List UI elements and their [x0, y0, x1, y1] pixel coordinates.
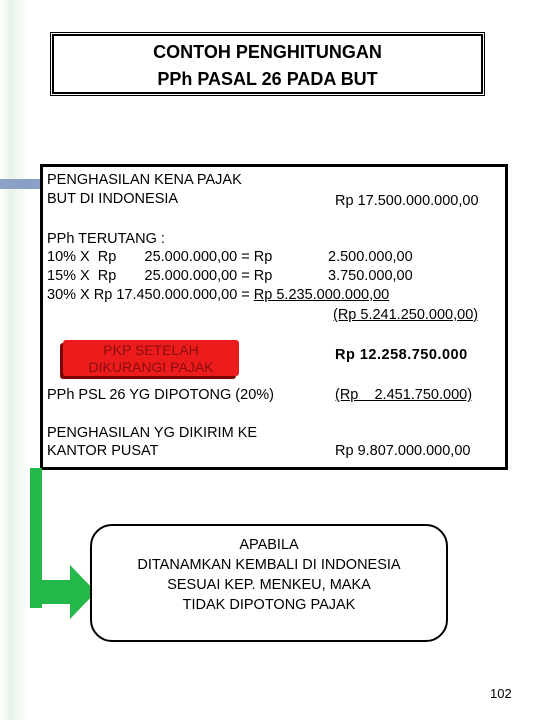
sent-label-2: KANTOR PUSAT [47, 443, 159, 459]
total-pph-value: (Rp 5.241.250.000,00) [333, 307, 479, 323]
note-line-2: DITANAMKAN KEMBALI DI INDONESIA [137, 557, 401, 573]
sent-value: Rp 9.807.000.000,00 [335, 443, 471, 459]
left-decorative-strip [0, 0, 30, 720]
pph-row-3-underlined: Rp 5.235.000.000,00 [253, 287, 390, 303]
title-box [52, 34, 483, 94]
pkp-after-tax-label: PKP SETELAH DIKURANGI PAJAK [88, 342, 214, 375]
pph-row-2-right: 3.750.000,00 [328, 268, 413, 284]
income-label-2: BUT DI INDONESIA [47, 191, 179, 207]
title-line-2: PPh PASAL 26 PADA BUT [157, 69, 378, 89]
income-value: Rp 17.500.000.000,00 [335, 193, 479, 209]
pph-row-1-right: 2.500.000,00 [328, 249, 413, 265]
pkp-after-tax-box [63, 340, 239, 376]
income-label-1: PENGHASILAN KENA PAJAK [47, 172, 242, 188]
connector-bar [0, 179, 42, 189]
title-line-1: CONTOH PENGHITUNGAN [153, 42, 382, 62]
note-line-4: TIDAK DIPOTONG PAJAK [182, 597, 356, 613]
page-number: 102 [490, 686, 512, 701]
note-line-1: APABILA [239, 537, 299, 553]
pph-heading: PPh TERUTANG : [47, 231, 165, 247]
pkp-value: Rp 12.258.750.000 [335, 347, 468, 363]
sent-label-1: PENGHASILAN YG DIKIRIM KE [47, 425, 258, 441]
note-line-3: SESUAI KEP. MENKEU, MAKA [167, 577, 371, 593]
pph26-value: (Rp 2.451.750.000) [335, 387, 473, 403]
note-box [90, 524, 448, 642]
pph-row-1-left: 10% X Rp 25.000.000,00 = Rp [47, 249, 273, 265]
pph-row-2-left: 15% X Rp 25.000.000,00 = Rp [47, 268, 273, 284]
pph-row-3: 30% X Rp 17.450.000.000,00 = Rp 5.235.000.000,00 [47, 287, 390, 303]
pph26-label: PPh PSL 26 YG DIPOTONG (20%) [47, 387, 274, 403]
arrow-shaft-horizontal [30, 580, 70, 604]
